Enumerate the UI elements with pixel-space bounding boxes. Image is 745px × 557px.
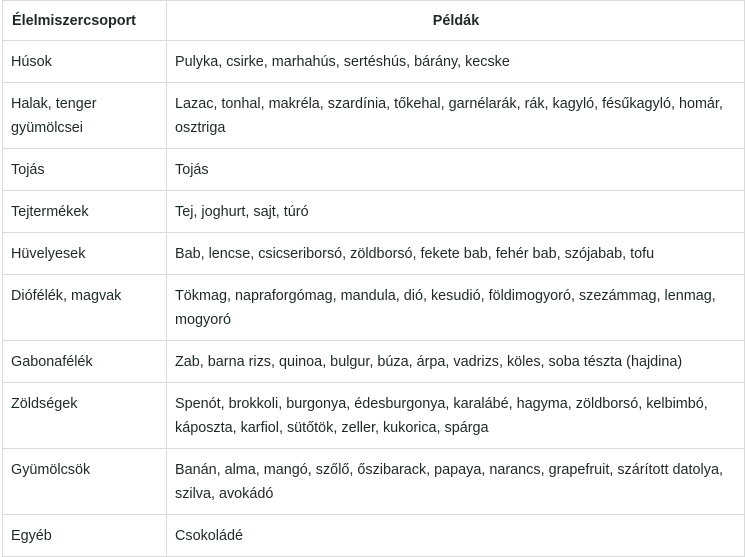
row-examples-cell: Spenót, brokkoli, burgonya, édesburgonya, karalábé, hagyma, zöldborsó, kelbimbó, káposzta, karfiol, sütőtök, zeller, kukorica, spárga [167, 383, 745, 449]
table-row [3, 233, 745, 275]
row-group-cell: Diófélék, magvak [3, 275, 167, 341]
row-group-cell: Halak, tenger gyümölcsei [3, 83, 167, 149]
row-examples-cell: Bab, lencse, csicseriborsó, zöldborsó, fekete bab, fehér bab, szójabab, tofu [167, 233, 745, 275]
row-group-cell: Egyéb [3, 515, 167, 557]
row-examples-cell: Lazac, tonhal, makréla, szardínia, tőkehal, garnélarák, rák, kagyló, fésűkagyló, homár, osztriga [167, 83, 745, 149]
table-row [3, 515, 745, 557]
header-food-group: Élelmiszercsoport [3, 1, 167, 41]
table-row [3, 341, 745, 383]
row-examples-cell: Banán, alma, mangó, szőlő, őszibarack, papaya, narancs, grapefruit, szárított datolya, szilva, avokádó [167, 449, 745, 515]
row-group-cell: Gabonafélék [3, 341, 167, 383]
row-examples-cell: Pulyka, csirke, marhahús, sertéshús, bárány, kecske [167, 41, 745, 83]
row-group-cell: Zöldségek [3, 383, 167, 449]
table-row [3, 83, 745, 149]
table-row [3, 449, 745, 515]
table-header-row [3, 1, 745, 41]
row-group-cell: Tejtermékek [3, 191, 167, 233]
table-row [3, 41, 745, 83]
row-examples-cell: Csokoládé [167, 515, 745, 557]
row-examples-cell: Tökmag, napraforgómag, mandula, dió, kesudió, földimogyoró, szezámmag, lenmag, mogyoró [167, 275, 745, 341]
table-row [3, 191, 745, 233]
table-row [3, 149, 745, 191]
row-examples-cell: Tojás [167, 149, 745, 191]
row-examples-cell: Tej, joghurt, sajt, túró [167, 191, 745, 233]
food-groups-table [2, 0, 745, 557]
row-examples-cell: Zab, barna rizs, quinoa, bulgur, búza, árpa, vadrizs, köles, soba tészta (hajdina) [167, 341, 745, 383]
table-row [3, 383, 745, 449]
table-row [3, 275, 745, 341]
row-group-cell: Tojás [3, 149, 167, 191]
row-group-cell: Gyümölcsök [3, 449, 167, 515]
row-group-cell: Húsok [3, 41, 167, 83]
header-examples: Példák [167, 1, 745, 41]
row-group-cell: Hüvelyesek [3, 233, 167, 275]
